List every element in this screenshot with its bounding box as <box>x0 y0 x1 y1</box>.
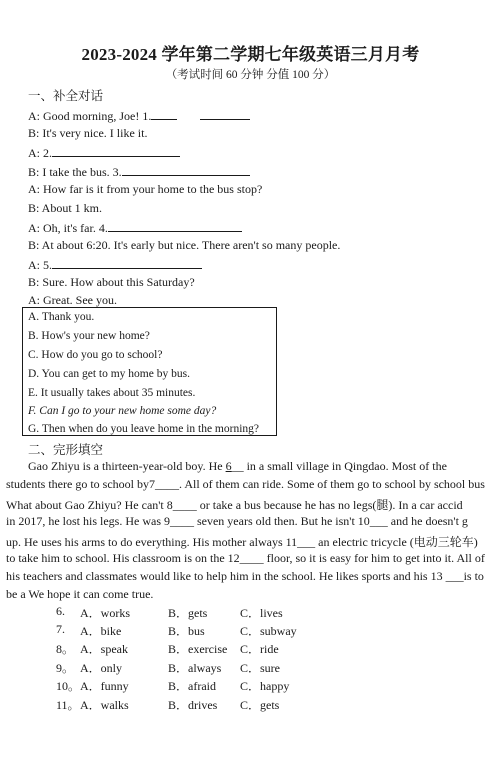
question-number: 10。 <box>56 679 81 693</box>
answer-blank[interactable] <box>52 257 202 269</box>
dialogue-line: A: How far is it from your home to the bus stop? <box>28 182 263 196</box>
question-number: 9。 <box>56 661 75 675</box>
question-number: 7. <box>56 622 65 636</box>
passage-line: his teachers and classmates would like to help him in the school. He likes sports and his 13 ___is to <box>6 569 484 583</box>
section-heading: 二、完形填空 <box>28 443 104 457</box>
dialogue-line <box>28 220 242 236</box>
passage-line: students there go to school by7____. All of them can ride. Some of them go to school by school bus <box>6 477 485 491</box>
option-item: G. Then when do you leave home in the morning? <box>28 423 260 435</box>
dialogue-line: B: It's very nice. I like it. <box>28 126 148 140</box>
dialogue-text: A: Oh, it's far. 4. <box>28 221 108 235</box>
passage-text: Gao Zhiyu is a thirteen-year-old boy. He <box>28 459 226 473</box>
choice-a[interactable]: A．walks <box>80 698 129 712</box>
choice-b[interactable]: B．exercise <box>168 642 228 656</box>
dialogue-line <box>28 257 202 273</box>
exam-info: （考试时间 60 分钟 分值 100 分） <box>165 69 336 81</box>
choice-c[interactable]: C．ride <box>240 642 279 656</box>
question-number: 11。 <box>56 698 80 712</box>
choice-c[interactable]: C．happy <box>240 679 290 693</box>
answer-blank[interactable] <box>52 145 180 157</box>
choice-b[interactable]: B．drives <box>168 698 218 712</box>
section-heading: 一、补全对话 <box>28 89 104 103</box>
passage-line: in 2017, he lost his legs. He was 9____ seven years old then. But he isn't 10___ and he doesn't g <box>6 514 468 528</box>
answer-blank[interactable] <box>200 108 250 120</box>
option-item: D. You can get to my home by bus. <box>28 368 190 380</box>
question-number: 6. <box>56 604 65 618</box>
choice-c[interactable]: C．lives <box>240 606 283 620</box>
answer-blank[interactable] <box>122 164 250 176</box>
answer-blank[interactable] <box>151 108 177 120</box>
choice-b[interactable]: B．gets <box>168 606 208 620</box>
passage-line <box>28 459 501 474</box>
dialogue-text: A: 2. <box>28 146 52 160</box>
dialogue-line: B: Sure. How about this Saturday? <box>28 275 195 289</box>
passage-line: to take him to school. His classroom is on the 12____ floor, so it is easy for him to get into it. All of <box>6 551 485 565</box>
choice-b[interactable]: B．bus <box>168 624 205 638</box>
choice-a[interactable]: A．only <box>80 661 123 675</box>
dialogue-line <box>28 164 250 180</box>
question-number: 8。 <box>56 642 75 656</box>
dialogue-line: B: About 1 km. <box>28 201 103 215</box>
dialogue-text: A: Good morning, Joe! 1. <box>28 109 152 123</box>
option-item: A. Thank you. <box>28 311 95 323</box>
page-title: 2023-2024 学年第二学期七年级英语三月月考 <box>81 45 420 64</box>
choice-a[interactable]: A．works <box>80 606 130 620</box>
passage-text: __ in a small village in Qingdao. Most of the <box>231 459 447 473</box>
option-item: C. How do you go to school? <box>28 349 163 361</box>
dialogue-line: B: At about 6:20. It's early but nice. There aren't so many people. <box>28 238 341 252</box>
option-item: B. How's your new home? <box>28 330 150 342</box>
choice-c[interactable]: C．gets <box>240 698 280 712</box>
choice-b[interactable]: B．afraid <box>168 679 216 693</box>
choice-a[interactable]: A．bike <box>80 624 122 638</box>
dialogue-text: A: 5. <box>28 258 52 272</box>
option-item: F. Can I go to your new home some day? <box>28 405 217 417</box>
dialogue-line: A: Great. See you. <box>28 293 117 307</box>
dialogue-line <box>28 108 250 124</box>
choice-a[interactable]: A．funny <box>80 679 129 693</box>
answer-blank[interactable] <box>108 220 242 232</box>
choice-c[interactable]: C．sure <box>240 661 280 675</box>
passage-line: up. He uses his arms to do everything. His mother always 11___ an electric tricycle (电动三轮车) <box>6 535 478 549</box>
dialogue-line <box>28 145 180 161</box>
passage-line: What about Gao Zhiyu? He can't 8____ or take a bus because he has no legs(腿). In a car accid <box>6 498 463 512</box>
choice-a[interactable]: A．speak <box>80 642 128 656</box>
passage-line: be a We hope it can come true. <box>6 587 154 601</box>
dialogue-text: B: I take the bus. 3. <box>28 165 122 179</box>
choice-c[interactable]: C．subway <box>240 624 297 638</box>
option-item: E. It usually takes about 35 minutes. <box>28 387 196 399</box>
choice-b[interactable]: B．always <box>168 661 222 675</box>
handwritten-answer: 6 <box>225 459 232 473</box>
